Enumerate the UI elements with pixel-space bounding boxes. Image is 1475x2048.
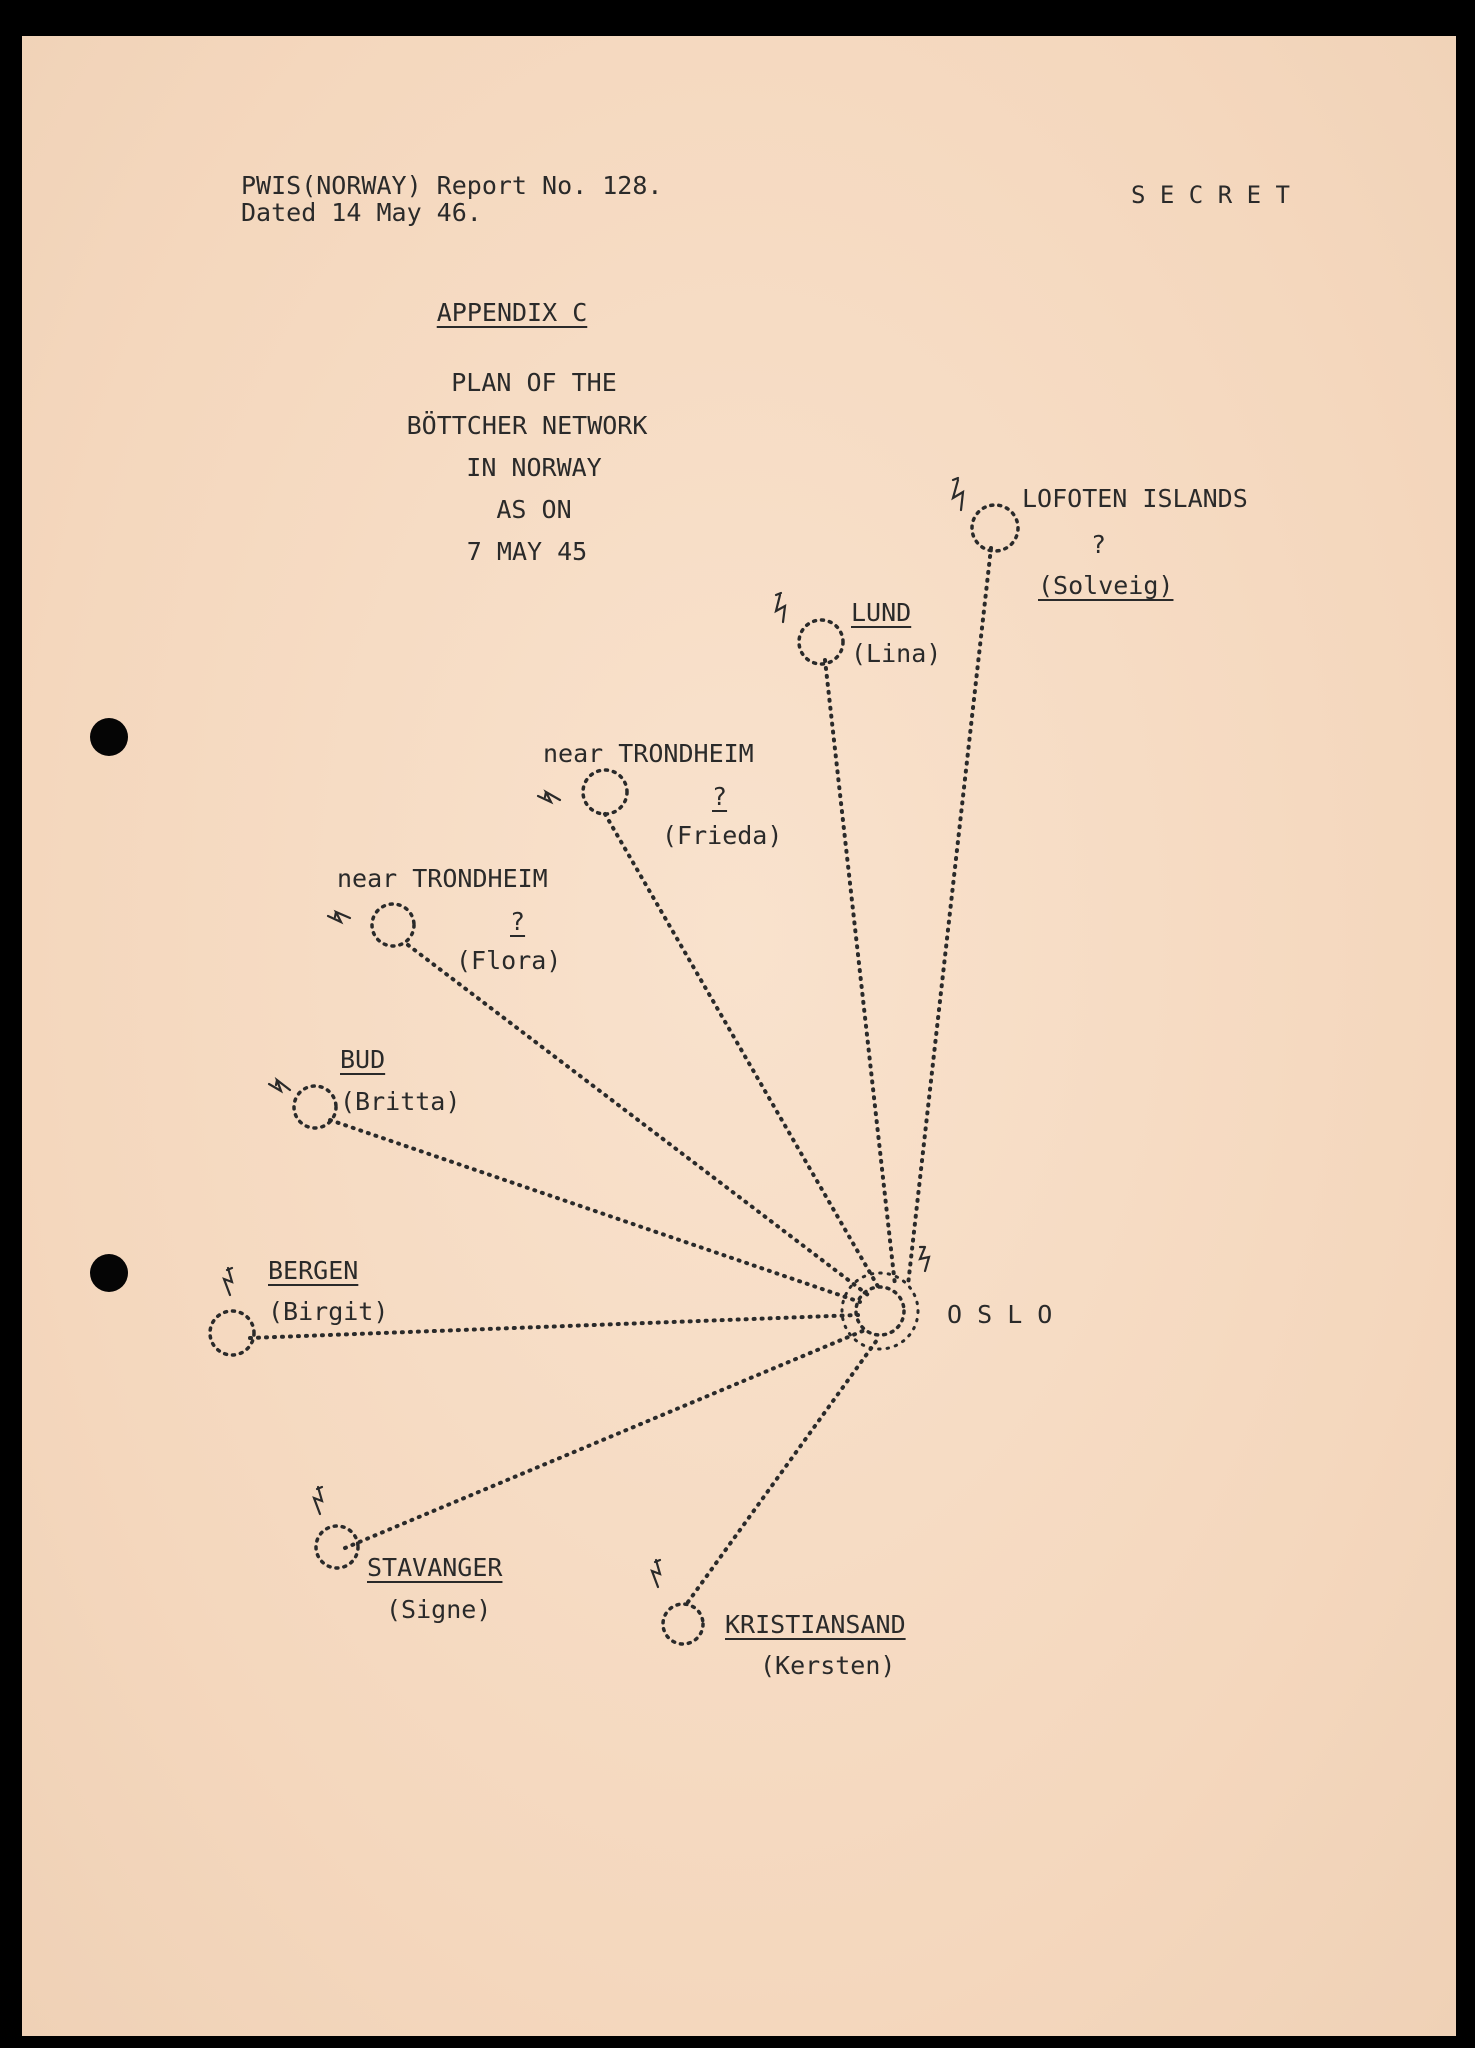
label-bud-place: BUD <box>340 1045 386 1074</box>
label-stavanger-place: STAVANGER <box>367 1553 503 1582</box>
label-bergen-codename: (Birgit) <box>268 1297 389 1326</box>
antenna-bergen <box>224 1268 232 1295</box>
station-circle-lund <box>799 620 843 664</box>
report-date: Dated 14 May 46. <box>241 198 482 227</box>
station-circle-stavanger <box>316 1526 358 1568</box>
line-stavanger <box>345 1330 865 1548</box>
label-kristiansand-place: KRISTIANSAND <box>725 1610 906 1639</box>
label-kristiansand-codename: (Kersten) <box>760 1651 896 1680</box>
plan-title-line-1: PLAN OF THE <box>451 368 617 397</box>
antenna-oslo <box>920 1247 929 1271</box>
station-circle-bergen <box>210 1311 254 1355</box>
antenna-lofoten <box>953 478 963 510</box>
line-trondheim-2 <box>408 945 868 1295</box>
station-circle-bud <box>294 1086 336 1128</box>
label-trondheim-1-unknown: ? <box>712 782 728 811</box>
antenna-trondheim-1 <box>538 792 560 802</box>
classification-mark: S E C R E T <box>1131 181 1290 209</box>
label-stavanger-codename: (Signe) <box>386 1595 492 1624</box>
station-circle-kristiansand <box>663 1604 703 1644</box>
station-circle-trondheim-1 <box>583 770 627 814</box>
label-trondheim-1-codename: (Frieda) <box>662 821 783 850</box>
antenna-lund <box>776 593 785 622</box>
label-lund-place: LUND <box>851 598 912 627</box>
label-lofoten-place: LOFOTEN ISLANDS <box>1022 484 1248 513</box>
label-lofoten-codename: (Solveig) <box>1038 571 1174 600</box>
antenna-trondheim-2 <box>328 912 350 922</box>
connection-lines <box>250 548 991 1602</box>
station-circle-lofoten <box>972 505 1018 551</box>
line-kristiansand <box>688 1340 877 1602</box>
plan-title-line-5: 7 MAY 45 <box>466 537 588 566</box>
plan-title-line-2: BÖTTCHER NETWORK <box>406 411 648 440</box>
line-lund <box>825 660 895 1285</box>
label-trondheim-1-place: near TRONDHEIM <box>543 739 754 768</box>
appendix-title: APPENDIX C <box>436 298 588 327</box>
hub-circle-oslo <box>856 1287 904 1335</box>
label-trondheim-2-place: near TRONDHEIM <box>337 864 548 893</box>
line-bud <box>330 1120 860 1302</box>
line-trondheim-1 <box>605 814 880 1290</box>
antenna-stavanger <box>314 1487 322 1514</box>
plan-title-line-3: IN NORWAY <box>466 453 602 482</box>
antenna-kristiansand <box>652 1560 660 1587</box>
label-trondheim-2-unknown: ? <box>510 907 526 936</box>
report-number: PWIS(NORWAY) Report No. 128. <box>241 171 663 200</box>
station-circle-trondheim-2 <box>372 904 414 946</box>
plan-title-line-4: AS ON <box>496 495 572 524</box>
label-lofoten-unknown: ? <box>1091 530 1107 559</box>
label-lund-codename: (Lina) <box>851 639 942 668</box>
antenna-bud <box>269 1080 290 1091</box>
label-oslo: O S L O <box>947 1300 1053 1329</box>
label-bergen-place: BERGEN <box>268 1256 359 1285</box>
label-trondheim-2-codename: (Flora) <box>456 946 562 975</box>
label-bud-codename: (Britta) <box>340 1087 461 1116</box>
station-circles <box>210 505 1018 1644</box>
